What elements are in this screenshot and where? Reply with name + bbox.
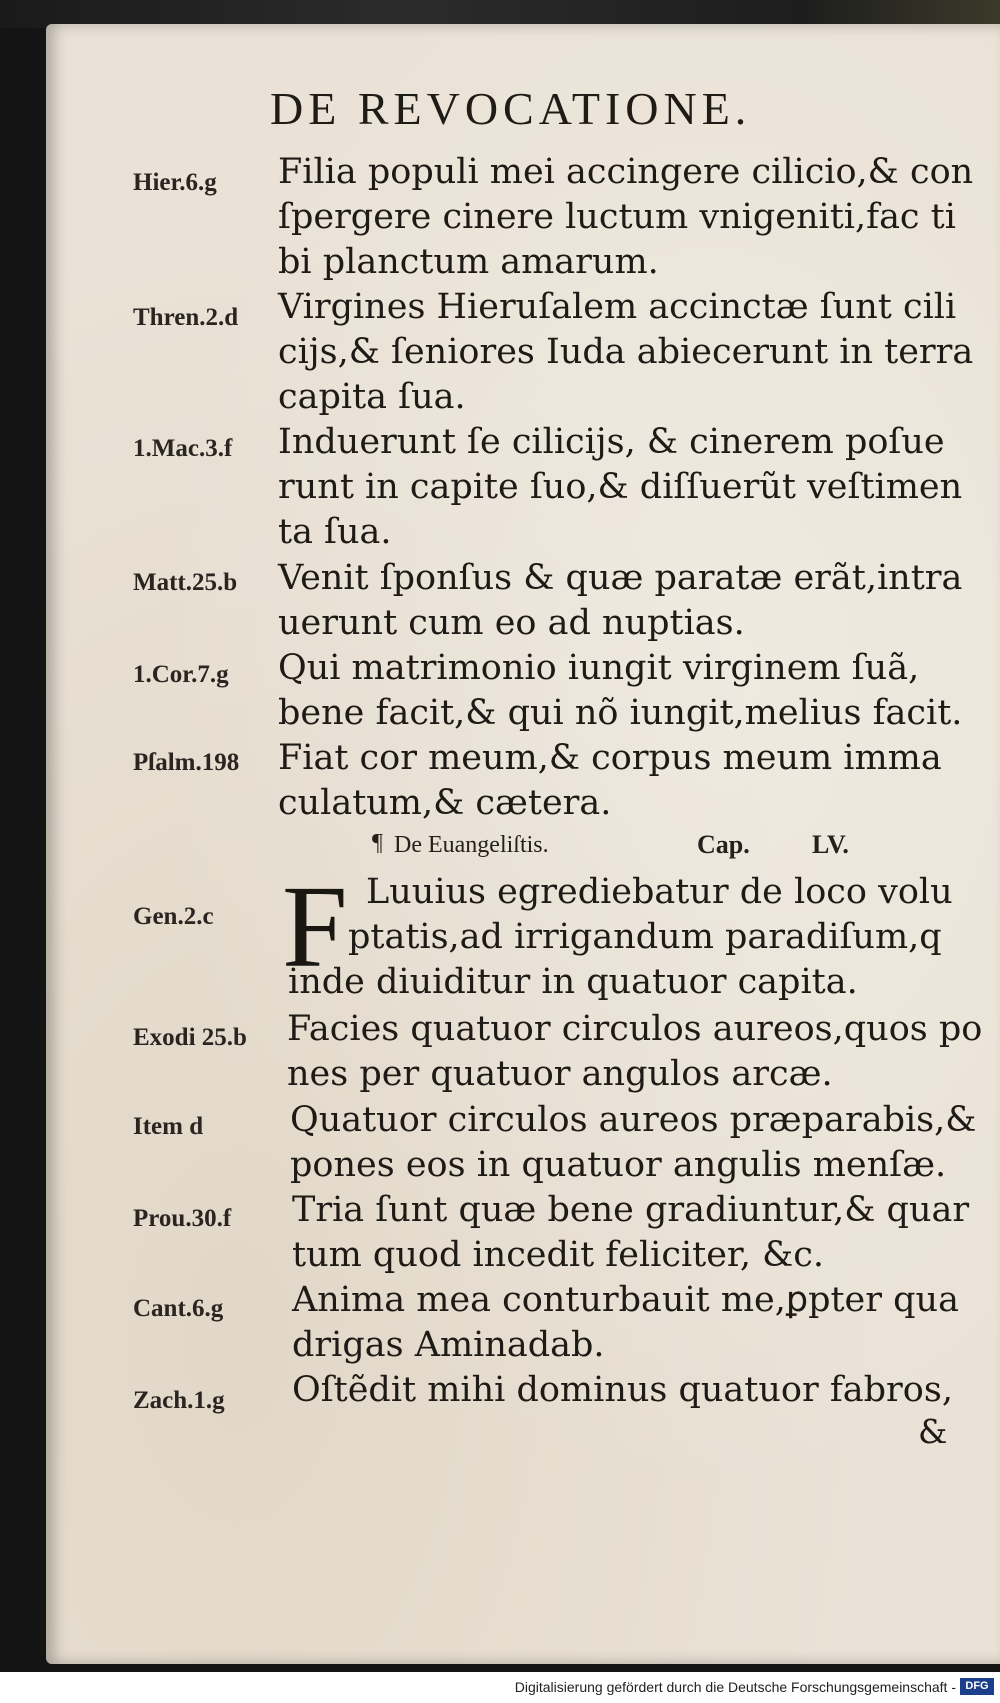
text-line: inde diuiditur in quatuor capita. xyxy=(288,962,858,1002)
chapter-heading xyxy=(372,830,932,860)
text-line: Fiat cor meum,& corpus meum imma xyxy=(278,738,942,778)
text-line: culatum,& cætera. xyxy=(278,783,612,823)
entry-text xyxy=(0,861,953,1005)
entry-text xyxy=(278,556,963,646)
entry-text xyxy=(278,150,974,285)
text-line: bi planctum amarum. xyxy=(278,242,659,282)
marginal-reference: 1.Mac.3.f xyxy=(133,435,233,462)
marginal-reference: Cant.6.g xyxy=(133,1295,224,1322)
chapter-title: De Euangeliſtis. xyxy=(394,832,549,858)
marginal-reference: Matt.25.b xyxy=(133,569,238,596)
entry-text xyxy=(278,420,963,555)
text-line: Tria ſunt quæ bene gradiuntur,& quar xyxy=(292,1190,970,1230)
text-line: Virgines Hieruſalem accinctæ ſunt cili xyxy=(278,287,957,327)
marginal-reference: Exodi 25.b xyxy=(133,1024,247,1051)
running-head: DE REVOCATIONE. xyxy=(270,83,752,134)
marginal-reference: Thren.2.d xyxy=(133,304,239,331)
text-line: runt in capite ſuo,& diſſuerũt veſtimen xyxy=(278,467,963,507)
marginal-reference: Prou.30.f xyxy=(133,1205,232,1232)
entry-text xyxy=(292,1188,972,1278)
entry-text xyxy=(292,1278,972,1368)
chapter-number: LV. xyxy=(812,830,849,859)
marginal-reference: Zach.1.g xyxy=(133,1387,225,1414)
entry-text xyxy=(290,1098,977,1188)
entry-text xyxy=(292,1368,972,1413)
text-line: capita ſua. xyxy=(278,377,466,417)
text-line: pones eos in quatuor angulis menſæ. xyxy=(290,1145,947,1185)
marginal-reference: 1.Cor.7.g xyxy=(133,661,229,688)
text-line: ptatis,ad irrigandum paradiſum,q xyxy=(348,917,942,957)
entry-text xyxy=(287,1007,983,1097)
text-line: Venit ſponſus & quæ paratæ erãt,intra xyxy=(278,558,963,598)
text-line: drigas Aminadab. xyxy=(292,1325,605,1365)
text-line: Luuius egrediebatur de loco volu xyxy=(366,872,953,912)
entry-text xyxy=(278,736,958,826)
text-line: Oſtẽdit mihi dominus quatuor fabros, xyxy=(292,1370,953,1410)
text-line: Filia populi mei accingere cilicio,& con xyxy=(278,152,974,192)
chapter-label: Cap. xyxy=(697,830,750,859)
footer-bar xyxy=(0,1672,1000,1703)
text-line: tum quod incedit feliciter, &c. xyxy=(292,1235,824,1275)
text-line: Quatuor circulos aureos præparabis,& xyxy=(290,1100,977,1140)
text-line: nes per quatuor angulos arcæ. xyxy=(287,1054,833,1094)
dfg-logo: DFG xyxy=(960,1678,994,1695)
marginal-reference: Pſalm.198 xyxy=(133,749,240,776)
text-line: Anima mea conturbauit me,ꝑpter qua xyxy=(292,1280,959,1320)
text-line: Qui matrimonio iungit virginem ſuã, xyxy=(278,648,920,688)
text-line: Facies quatuor circulos aureos,quos po xyxy=(287,1009,983,1049)
entry-text xyxy=(278,646,963,736)
marginal-reference: Hier.6.g xyxy=(133,169,217,196)
catchword: & xyxy=(918,1412,948,1451)
marginal-reference: Item d xyxy=(133,1113,204,1140)
text-line: ta ſua. xyxy=(278,512,392,552)
entry-text xyxy=(278,285,974,420)
pilcrow-icon: ¶ xyxy=(372,830,383,856)
digitization-credit: Digitalisierung gefördert durch die Deutsche Forschungsgemeinschaft - xyxy=(514,1679,956,1695)
drop-capital: F xyxy=(282,861,348,992)
text-line: uerunt cum eo ad nuptias. xyxy=(278,603,745,643)
text-line: bene facit,& qui nõ iungit,melius facit. xyxy=(278,693,963,733)
text-line: Induerunt ſe cilicijs, & cinerem poſue xyxy=(278,422,945,462)
text-line: ſpergere cinere luctum vnigeniti,fac ti xyxy=(278,197,956,237)
text-line: cijs,& ſeniores Iuda abiecerunt in terra xyxy=(278,332,974,372)
marginal-reference: Gen.2.c xyxy=(133,903,214,930)
